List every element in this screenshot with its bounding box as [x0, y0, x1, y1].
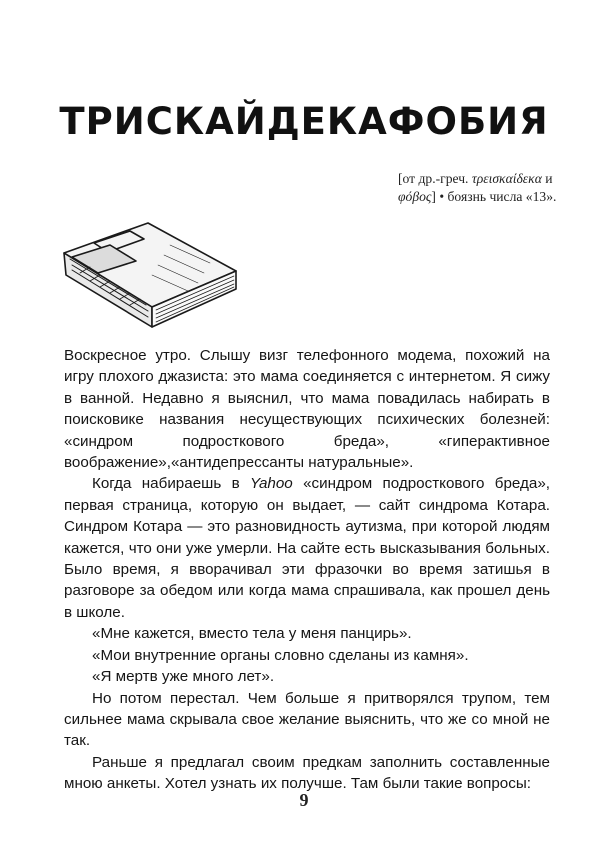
paragraph-2-rest: «синдром подросткового бреда», первая страница, которую он выдает, — сайт синдрома Котара. Синдром Котара — это разновидность аутизма, при которой людям кажется, что они уже умерли. На сайте есть высказывания больных. Было время, я вворачивал эти фразочки во время затишья в разговоре за обедом или когда мама спрашивала, как прошел день в школе. — [64, 475, 550, 621]
paragraph-2-start: Когда набираешь в — [92, 475, 250, 493]
etymology-greek-1: τρεισκαίδεκα — [471, 171, 542, 186]
paragraph-3: Но потом перестал. Чем больше я притворялся трупом, тем сильнее мама скрывала свое желание выяснить, что же со мной не так. — [64, 689, 550, 750]
paragraph-2 — [64, 473, 550, 623]
quote-1: «Мне кажется, вместо тела у меня панцирь». — [92, 625, 412, 643]
quote-2: «Мои внутренние органы словно сделаны из камня». — [92, 646, 469, 664]
page-number: 9 — [299, 790, 309, 810]
etymology-conjunction: и — [541, 171, 553, 186]
etymology-prefix: [от др.-греч. — [398, 171, 472, 186]
body-text — [64, 345, 550, 795]
paragraph-1: Воскресное утро. Слышу визг телефонного модема, похожий на игру плохого джазиста: это мама соединяется с интернетом. Я сижу в ванной. Недавно я выяснил, что мама повадилась набирать в поисковике названия несуществующих психических болезней: «синдром подросткового бреда», «гиперактивное воображение»,«антидепрессанты натуральные». — [64, 347, 550, 472]
yahoo-brand: Yahoo — [249, 475, 293, 493]
etymology-note — [398, 170, 583, 206]
etymology-greek-2: φόβος — [398, 189, 432, 204]
paragraph-4: Раньше я предлагал своим предкам заполнить составленные мною анкеты. Хотел узнать их получше. Там были такие вопросы: — [64, 753, 550, 793]
chapter-title: ТРИСКАЙДЕКАФОБИЯ — [59, 100, 549, 143]
etymology-suffix: ] • боязнь числа «13». — [431, 189, 557, 204]
oxford-book-illustration — [60, 215, 240, 333]
quote-3: «Я мертв уже много лет». — [92, 668, 275, 686]
